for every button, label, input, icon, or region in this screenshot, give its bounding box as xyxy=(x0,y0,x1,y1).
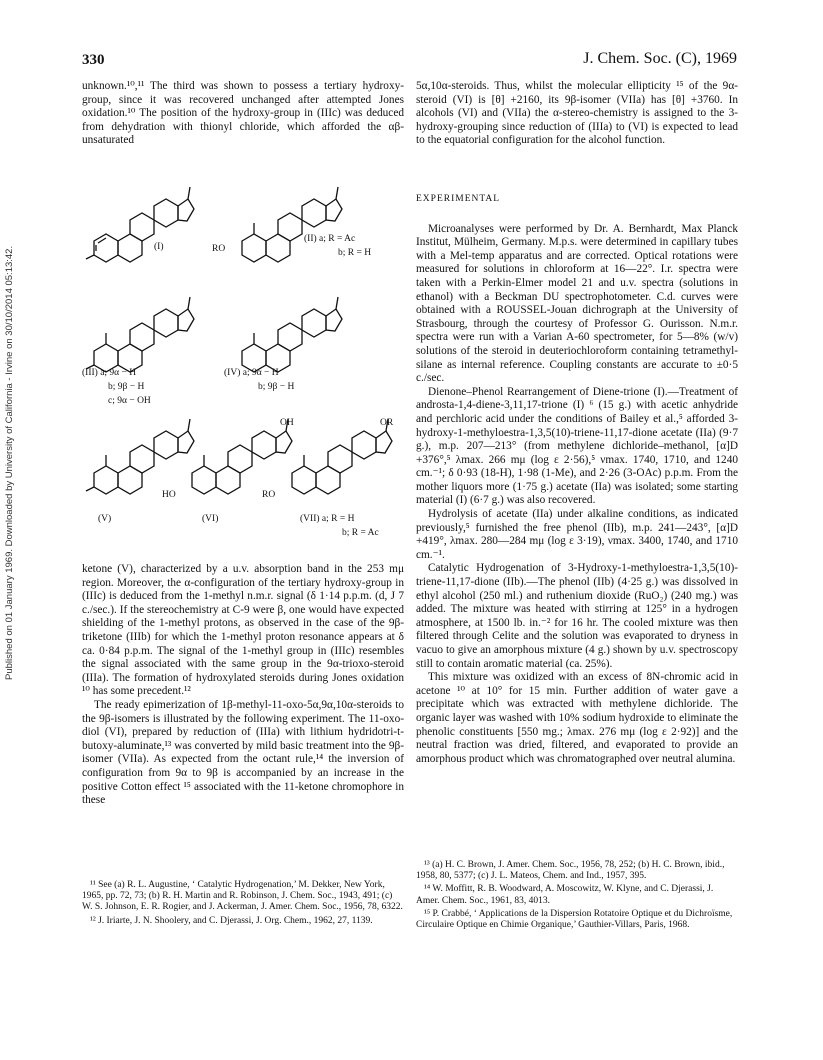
footnote-11: ¹¹ See (a) R. L. Augustine, ‘ Catalytic Hydrogenation,’ M. Dekker, New York, 1965, pp. 72, 73; (b) R. H. Martin and R. Robinson, J. Chem. Soc., 1943, 491; (c) W. S. Johnson, E. R. Rogier, and J. Ackerman, J. Amer. Chem. Soc., 1956, 78, 6322. xyxy=(82,880,403,913)
journal-header: J. Chem. Soc. (C), 1969 xyxy=(583,50,737,67)
label-VIIb: b; R = Ac xyxy=(342,528,379,538)
section-heading: EXPERIMENTAL xyxy=(416,194,501,204)
paragraph: This mixture was oxidized with an excess of 8N-chromic acid in acetone ¹⁰ at 10° for 15 min. Further addition of water gave a precipitate which was extracted with methylene dichloride. The organic layer was washed with 10% sodium hydroxide to eliminate the phenolic constituents [550 mg.; λmax. 276 mμ (log ε 2·92)] and the neutral fraction was dried, filtered, and evaporated to provide an amorphous product which was chromatographed over neutral alumina. xyxy=(416,671,738,765)
experimental-section xyxy=(416,193,738,766)
download-notice-sidebar xyxy=(4,160,18,680)
steroid-structures-figure xyxy=(82,163,404,543)
structure-V xyxy=(86,419,194,494)
paragraph: The ready epimerization of 1β-methyl-11-oxo-5α,9α,10α-steroids to the 9β-isomers is illustrated by the following experiment. The 11-oxo-diol (VI), prepared by reduction of (IIIa) with lithium hydridotri-t-butoxy-aluminate,¹³ was converted by mild basic treatment into the 9β-isomer (VIIa). As expected from the octant rule,¹⁴ the inversion of configuration from 9α to 9β is accompanied by an increase in the positive Cotton effect ¹⁵ associated with the 11-ketone chromophore in these xyxy=(82,698,404,807)
paragraph: Hydrolysis of acetate (IIa) under alkaline conditions, as indicated previously,⁵ furnished the free phenol (IIb), m.p. 241—243°, [α]D +419°, λmax. 280—284 mμ (log ε 3·19), νmax. 3400, 1740, and 1710 cm.⁻¹. xyxy=(416,508,738,561)
structure-I xyxy=(86,187,194,262)
structure-IV xyxy=(242,297,342,372)
left-footnotes xyxy=(82,880,404,927)
left-column-body xyxy=(82,563,404,808)
footnote-14: ¹⁴ W. Moffitt, R. B. Woodward, A. Moscowitz, W. Klyne, and C. Djerassi, J. Amer. Chem. Soc., 1961, 83, 4013. xyxy=(416,884,714,906)
label-III: (III) a; 9α − H xyxy=(82,368,137,378)
label-I: (I) xyxy=(154,242,164,252)
paragraph: ketone (V), characterized by a u.v. absorption band in the 253 mμ region. Moreover, the α-configuration of the tertiary hydroxy-group in (IIIc) is deduced from the 1-methyl n.m.r. signal (δ 1·14 p.p.m. (d, J 7 c./sec.). If the stereochemistry at C-9 were β, one would have expected shielding of the 1-methyl protons, as observed in the case of the 9β-triketone (IIIb) for which the 1-methyl proton resonance appears at δ ca. 0·84 p.p.m. The signal of the 1-methyl group in (IIIc) resembles the signal associated with the same group in the 9α-trioxo-steroid (IIIa). The formation of hydroxylated steroids during Jones oxidation ¹⁰ has some precedent.¹² xyxy=(82,563,404,698)
label-IV: (IV) a; 9α − H xyxy=(224,368,279,378)
ho-label: HO xyxy=(162,490,176,500)
label-VI: (VI) xyxy=(202,514,219,524)
footnote-13: ¹³ (a) H. C. Brown, J. Amer. Chem. Soc., 1956, 78, 252; (b) H. C. Brown, ibid., 1958, 80, 5377; (c) J. L. Mateos, Chem. and Ind., 1957, 395. xyxy=(416,860,725,882)
footnote-15: ¹⁵ P. Crabbé, ‘ Applications de la Dispersion Rotatoire Optique et du Dichroïsme, Circulaire Optique en Chimie Organique,’ Gauthier-Villars, Paris, 1968. xyxy=(416,908,733,931)
structure-II xyxy=(242,187,342,262)
footnote-12: ¹² J. Iriarte, J. N. Shoolery, and C. Djerassi, J. Org. Chem., 1962, 27, 1139. xyxy=(90,915,373,926)
label-IIIc: c; 9α − OH xyxy=(108,396,151,406)
paragraph: Dienone–Phenol Rearrangement of Diene-trione (I).—Treatment of androsta-1,4-diene-3,11,17-trione (I) ⁶ (15 g.) with acetic anhydride and perchloric acid under the conditions of Bailey et al.,⁵ afforded 3-hydroxy-1-methyloestra-1,3,5(10)-triene-11,17-dione acetate (IIa) (9·7 g.), m.p. 207—213° (from methylene dichloride–methanol, [α]D +376°,⁵ λmax. 266 mμ (log ε 2·56),⁵ νmax. 1740, 1710, and 1240 cm.⁻¹; δ 0·93 (18-H), 1·98 (1-Me), and 2·26 (3-OAc) p.p.m. From the mother liquors more (1·75 g.) acetate (IIa) was isolated; some starting material (I) (6·7 g.) was also recovered. xyxy=(416,385,738,507)
page-number: 330 xyxy=(82,52,105,68)
oh-label: OH xyxy=(280,418,294,428)
download-notice-text: Published on 01 January 1969. Downloaded by University of California - Irvine on 30/10/2014 05:13:42. xyxy=(4,245,15,680)
label-VII: (VII) a; R = H xyxy=(300,514,355,524)
label-V: (V) xyxy=(98,514,112,524)
label-IIb: b; R = H xyxy=(338,248,372,258)
ro-label: RO xyxy=(212,244,226,254)
structure-VI xyxy=(192,419,292,494)
paragraph: 5α,10α-steroids. Thus, whilst the molecular ellipticity ¹⁵ of the 9α-steroid (VI) is [θ] +2160, its 9β-isomer (VIIa) has [θ] +3760. In alcohols (VI) and (VIIa) the α-stereo-chemistry is assigned to the 3-hydroxy-grouping since reduction of (IIIa) to (VI) is expected to lead to the equatorial configuration for the alcohol function. xyxy=(416,80,738,147)
paragraph: Microanalyses were performed by Dr. A. Bernhardt, Max Planck Institut, Mülheim, Germany. M.p.s. were determined in capillary tubes with a Mel-temp apparatus and are corrected. Optical rotations were measured for solutions in chloroform at 16—22°. I.r. spectra were taken with a Perkin-Elmer model 21 and u.v. spectra (solutions in ethanol) with a Beckman DU spectrophotometer. C.d. curves were obtained with a ROUSSEL-Jouan dichrograph at the University of Strasbourg, through the courtesy of Professor G. Ourisson. N.m.r. spectra were run with a Varian A-60 spectrometer, for 5—8% (w/v) solutions of the steroid in deuteriochloroform containing tetramethyl-silane as internal reference. Coupling constants are accurate to ±0·5 c./sec. xyxy=(416,222,738,385)
right-footnotes xyxy=(416,860,738,931)
label-II: (II) a; R = Ac xyxy=(304,234,356,244)
left-column-top xyxy=(82,80,404,148)
paragraph: Catalytic Hydrogenation of 3-Hydroxy-1-methyloestra-1,3,5(10)-triene-11,17-dione (IIb).—The phenol (IIb) (4·25 g.) was dissolved in ethyl alcohol (250 ml.) and ruthenium dioxide (RuO₂) (240 mg.) was added. The mixture was heated with stirring at 125° in a hydrogen atmosphere, at 1500 lb. in.⁻² for 16 hr. The cooled mixture was then filtered through Celite and the solution was evaporated to dryness in vacuo to give an amorphous mixture (4 g.) shown by u.v. spectroscopy still to contain aromatic material (ca. 25%). xyxy=(416,562,738,670)
right-column-top xyxy=(416,80,738,148)
ro2-label: RO xyxy=(262,490,276,500)
structure-VII xyxy=(292,419,392,494)
or-label: OR xyxy=(380,418,394,428)
label-IVb: b; 9β − H xyxy=(258,382,295,392)
label-IIIb: b; 9β − H xyxy=(108,382,145,392)
structure-III xyxy=(86,297,194,372)
paragraph: unknown.¹⁰,¹¹ The third was shown to possess a tertiary hydroxy-group, since it was recovered unchanged after attempted Jones oxidation.¹⁰ The position of the hydroxy-group in (IIIc) was deduced from dehydration with thionyl chloride, which afforded the αβ-unsaturated xyxy=(82,80,404,147)
